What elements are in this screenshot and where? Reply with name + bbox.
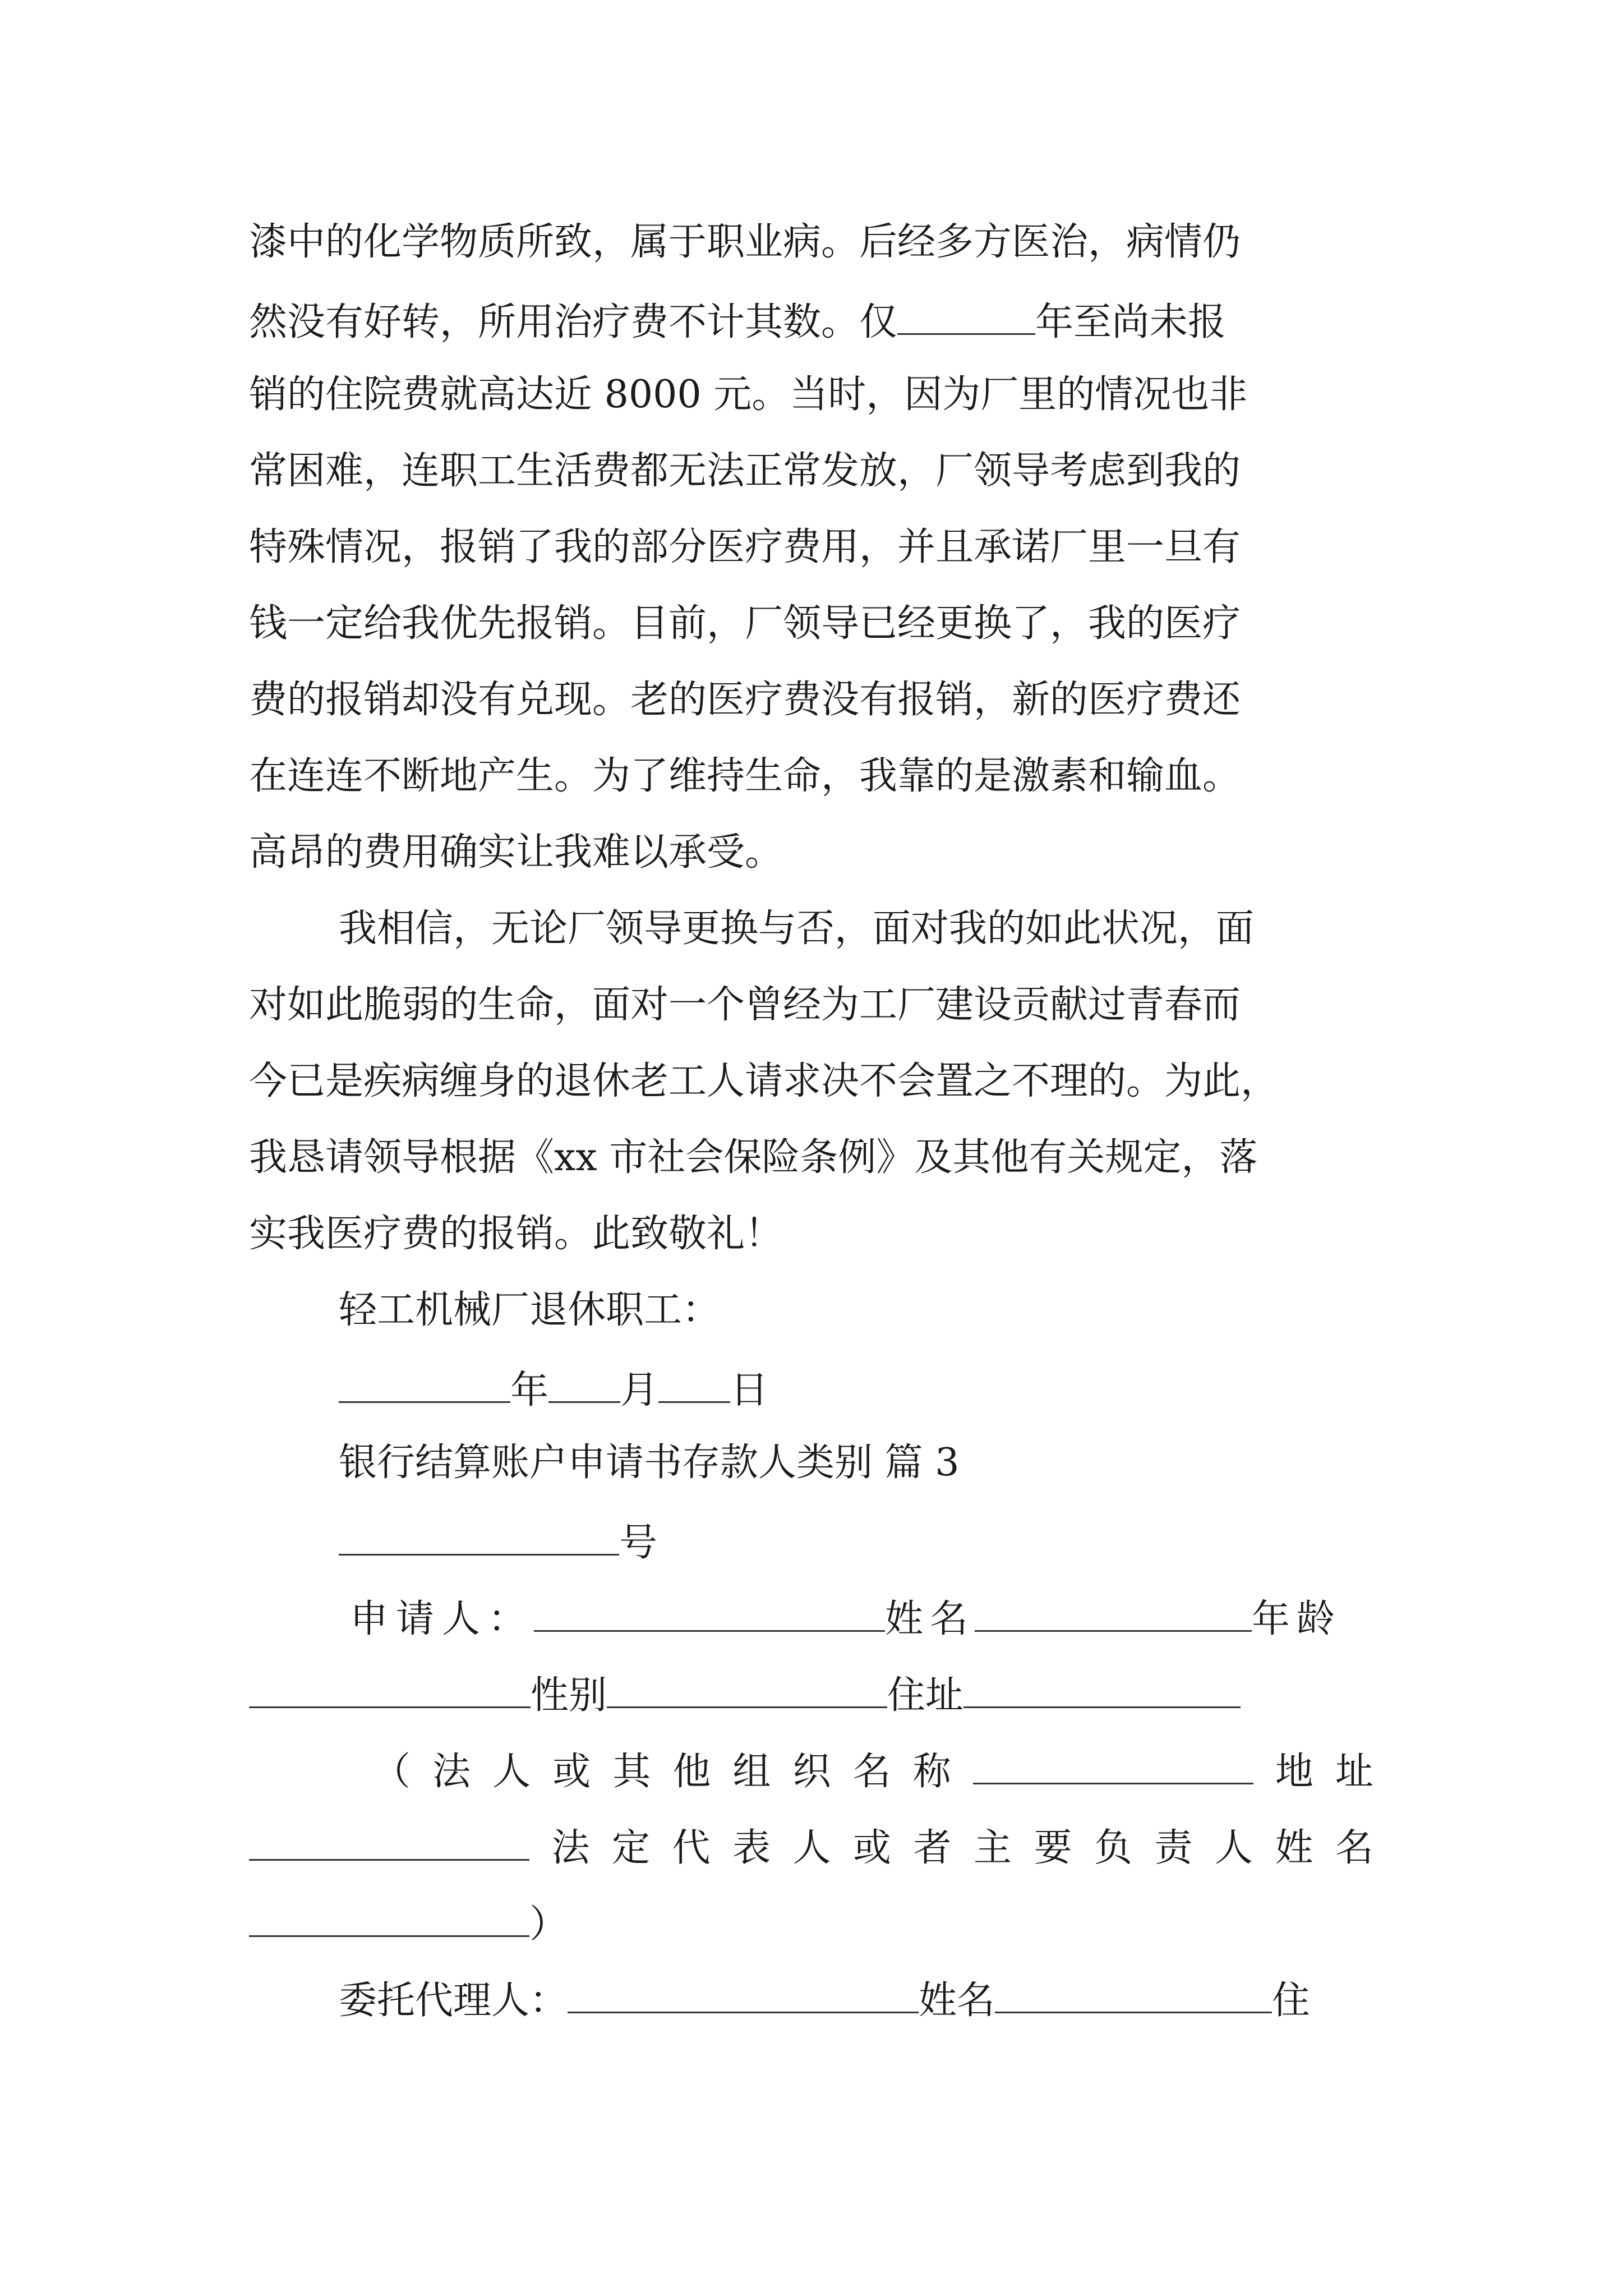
text-line: 特殊情况，报销了我的部分医疗费用，并且承诺厂里一旦有 — [249, 525, 1241, 569]
address-label: 住址 — [887, 1673, 964, 1718]
text-line: 高昂的费用确实让我难以承受。 — [249, 830, 783, 875]
text-segment: 年至尚未报 — [1035, 300, 1227, 344]
representative-line — [249, 1825, 1373, 1870]
rep-char: 负 — [1094, 1826, 1132, 1870]
text-line: 费的报销却没有兑现。老的医疗费没有报销，新的医疗费还 — [249, 678, 1241, 722]
rep-char: 定 — [611, 1826, 650, 1870]
age-blank — [249, 1673, 531, 1708]
rep-char: 姓 — [1275, 1826, 1313, 1870]
text-line: 对如此脆弱的生命，面对一个曾经为工厂建设贡献过青春而 — [249, 983, 1241, 1027]
rep-name-blank — [249, 1902, 529, 1937]
year-blank — [339, 1368, 510, 1403]
agent-label: 委托代理人： — [339, 1978, 568, 2023]
org-char: 址 — [1335, 1750, 1373, 1794]
section-title: 银行结算账户申请书存款人类别 篇 3 — [339, 1441, 960, 1485]
text-segment: 然没有好转，所用治疗费不计其数。仅 — [249, 300, 898, 344]
agent-blank — [568, 1978, 919, 2013]
name-label: 姓名 — [885, 1597, 975, 1641]
text-line: 销的住院费就高达近 8000 元。当时，因为厂里的情况也非 — [249, 372, 1248, 417]
rep-char: 者 — [913, 1826, 952, 1870]
number-suffix: 号 — [619, 1521, 658, 1565]
agent-line — [339, 1978, 1311, 2023]
address-blank — [963, 1673, 1241, 1708]
month-blank — [548, 1368, 620, 1403]
org-char: 他 — [672, 1750, 711, 1794]
org-name-blank — [973, 1749, 1253, 1784]
month-label: 月 — [620, 1368, 659, 1412]
text-line: 常困难，连职工生活费都无法正常发放，厂领导考虑到我的 — [249, 449, 1241, 493]
agent-name-blank — [995, 1978, 1272, 2013]
rep-char: 人 — [792, 1826, 831, 1870]
org-char: 法 — [432, 1750, 471, 1794]
rep-char: 要 — [1034, 1826, 1072, 1870]
name-blank — [975, 1596, 1252, 1632]
close-paren: ） — [529, 1902, 568, 1947]
applicant-blank — [534, 1596, 885, 1632]
rep-char: 责 — [1154, 1826, 1193, 1870]
text-line: 在连连不断地产生。为了维持生命，我靠的是激素和输血。 — [249, 754, 1241, 798]
org-char: 称 — [912, 1750, 951, 1794]
rep-char: 名 — [1335, 1826, 1373, 1870]
rep-char: 或 — [852, 1826, 891, 1870]
org-char: 或 — [552, 1750, 591, 1794]
gender-blank — [607, 1673, 887, 1708]
rep-char: 主 — [973, 1826, 1012, 1870]
org-char: 织 — [792, 1750, 831, 1794]
agent-name-label: 姓名 — [919, 1978, 995, 2023]
organization-line — [372, 1749, 1373, 1794]
org-char: 地 — [1275, 1750, 1313, 1794]
rep-char: 表 — [732, 1826, 771, 1870]
number-blank — [339, 1520, 619, 1556]
text-line: 我恳请领导根据《xx 市社会保险条例》及其他有关规定，落 — [249, 1135, 1258, 1180]
signature-line: 轻工机械厂退休职工： — [339, 1288, 721, 1332]
applicant-label: 申请人： — [350, 1597, 534, 1641]
text-line: 今已是疾病缠身的退休老工人请求决不会置之不理的。为此， — [249, 1059, 1279, 1103]
year-label: 年 — [510, 1368, 549, 1412]
org-char: （ — [372, 1750, 411, 1794]
text-line: 钱一定给我优先报销。目前，厂领导已经更换了，我的医疗 — [249, 601, 1241, 646]
day-label: 日 — [730, 1368, 769, 1412]
text-line: 漆中的化学物质所致，属于职业病。后经多方医治，病情仍 — [249, 220, 1241, 264]
day-blank — [658, 1368, 730, 1403]
agent-address-label: 住 — [1272, 1978, 1311, 2023]
age-label: 年龄 — [1252, 1597, 1342, 1641]
date-line — [339, 1368, 768, 1410]
applicant-line — [350, 1596, 1341, 1639]
org-char: 组 — [732, 1750, 771, 1794]
org-char: 名 — [852, 1750, 891, 1794]
rep-char: 法 — [551, 1826, 590, 1870]
org-address-blank — [249, 1825, 529, 1861]
rep-char: 代 — [672, 1826, 711, 1870]
blank-underline — [897, 300, 1035, 335]
rep-char: 人 — [1214, 1826, 1253, 1870]
gender-address-line — [249, 1673, 1241, 1718]
number-line — [339, 1520, 658, 1565]
org-char: 人 — [492, 1750, 531, 1794]
text-line: 我相信，无论厂领导更换与否，面对我的如此状况，面 — [339, 907, 1255, 951]
rep-name-line — [249, 1902, 568, 1947]
text-line: 实我医疗费的报销。此致敬礼！ — [249, 1212, 783, 1256]
gender-label: 性别 — [531, 1673, 607, 1718]
text-line — [249, 300, 1226, 342]
org-char: 其 — [612, 1750, 651, 1794]
